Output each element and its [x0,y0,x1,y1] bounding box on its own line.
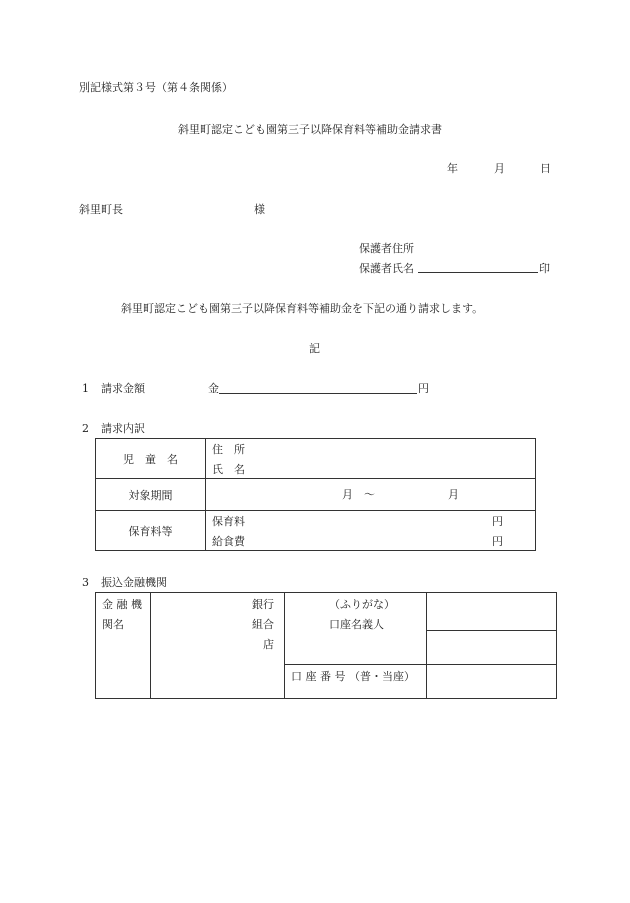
seal-mark: 印 [539,262,550,275]
section3-label: 振込金融機関 [101,576,167,589]
account-number-label: 口 座 番 号 （普・当座） [291,670,415,683]
period-label: 対象期間 [96,479,206,511]
meal-item-label: 給食費 [212,535,245,548]
account-number-label-cell [285,665,427,699]
period-to: 月 [448,488,459,501]
date-year-label: 年 [447,162,458,175]
institution-label-line1: 金 融 機 [102,598,142,611]
holder-label-cell [285,593,427,665]
bank-table [95,592,557,699]
form-reference: 別記様式第３号（第４条関係） [79,81,233,94]
institution-label-cell [96,593,151,699]
date-day-label: 日 [540,162,551,175]
furigana-input-cell[interactable] [427,593,557,631]
guardian-name-label: 保護者氏名 [359,262,414,275]
section2-number: 2 [82,422,89,435]
period-cell[interactable] [206,479,536,511]
period-from: 月 ～ [342,488,375,501]
section1-label: 請求金額 [101,382,145,395]
guardian-address-label: 保護者住所 [359,242,414,255]
section1-number: 1 [82,382,89,395]
document-title: 斜里町認定こども園第三子以降保育料等補助金請求書 [178,123,442,136]
ki-heading: 記 [309,342,320,355]
breakdown-table [95,438,536,551]
child-name-label: 児 童 名 [96,439,206,479]
fees-label: 保育料等 [96,511,206,551]
meal-yen-unit: 円 [492,535,503,548]
union-suffix: 組合 [252,618,274,631]
account-number-input-cell[interactable] [427,665,557,699]
addressee-name: 斜里町長 [79,203,123,216]
fee-yen-unit: 円 [492,515,503,528]
date-month-label: 月 [494,162,505,175]
furigana-label: （ふりがな） [329,598,395,611]
child-address-label: 住 所 [212,443,245,456]
account-holder-label: 口座名義人 [329,618,384,631]
child-name-sublabel: 氏 名 [212,463,245,476]
institution-label-line2: 関名 [102,618,124,631]
fee-item-label: 保育料 [212,515,245,528]
bank-suffix: 銀行 [252,598,274,611]
amount-line[interactable] [219,393,417,394]
section3-number: 3 [82,576,89,589]
account-holder-input-cell[interactable] [427,631,557,665]
child-info-cell[interactable] [206,439,536,479]
request-statement: 斜里町認定こども園第三子以降保育料等補助金を下記の通り請求します。 [121,302,484,315]
addressee-honorific: 様 [254,203,265,216]
branch-suffix: 店 [263,638,274,651]
amount-unit: 円 [418,382,429,395]
guardian-name-line[interactable] [418,272,538,273]
section2-label: 請求内訳 [101,422,145,435]
fees-cell[interactable] [206,511,536,551]
institution-name-cell[interactable] [151,593,285,699]
amount-prefix: 金 [208,382,219,395]
